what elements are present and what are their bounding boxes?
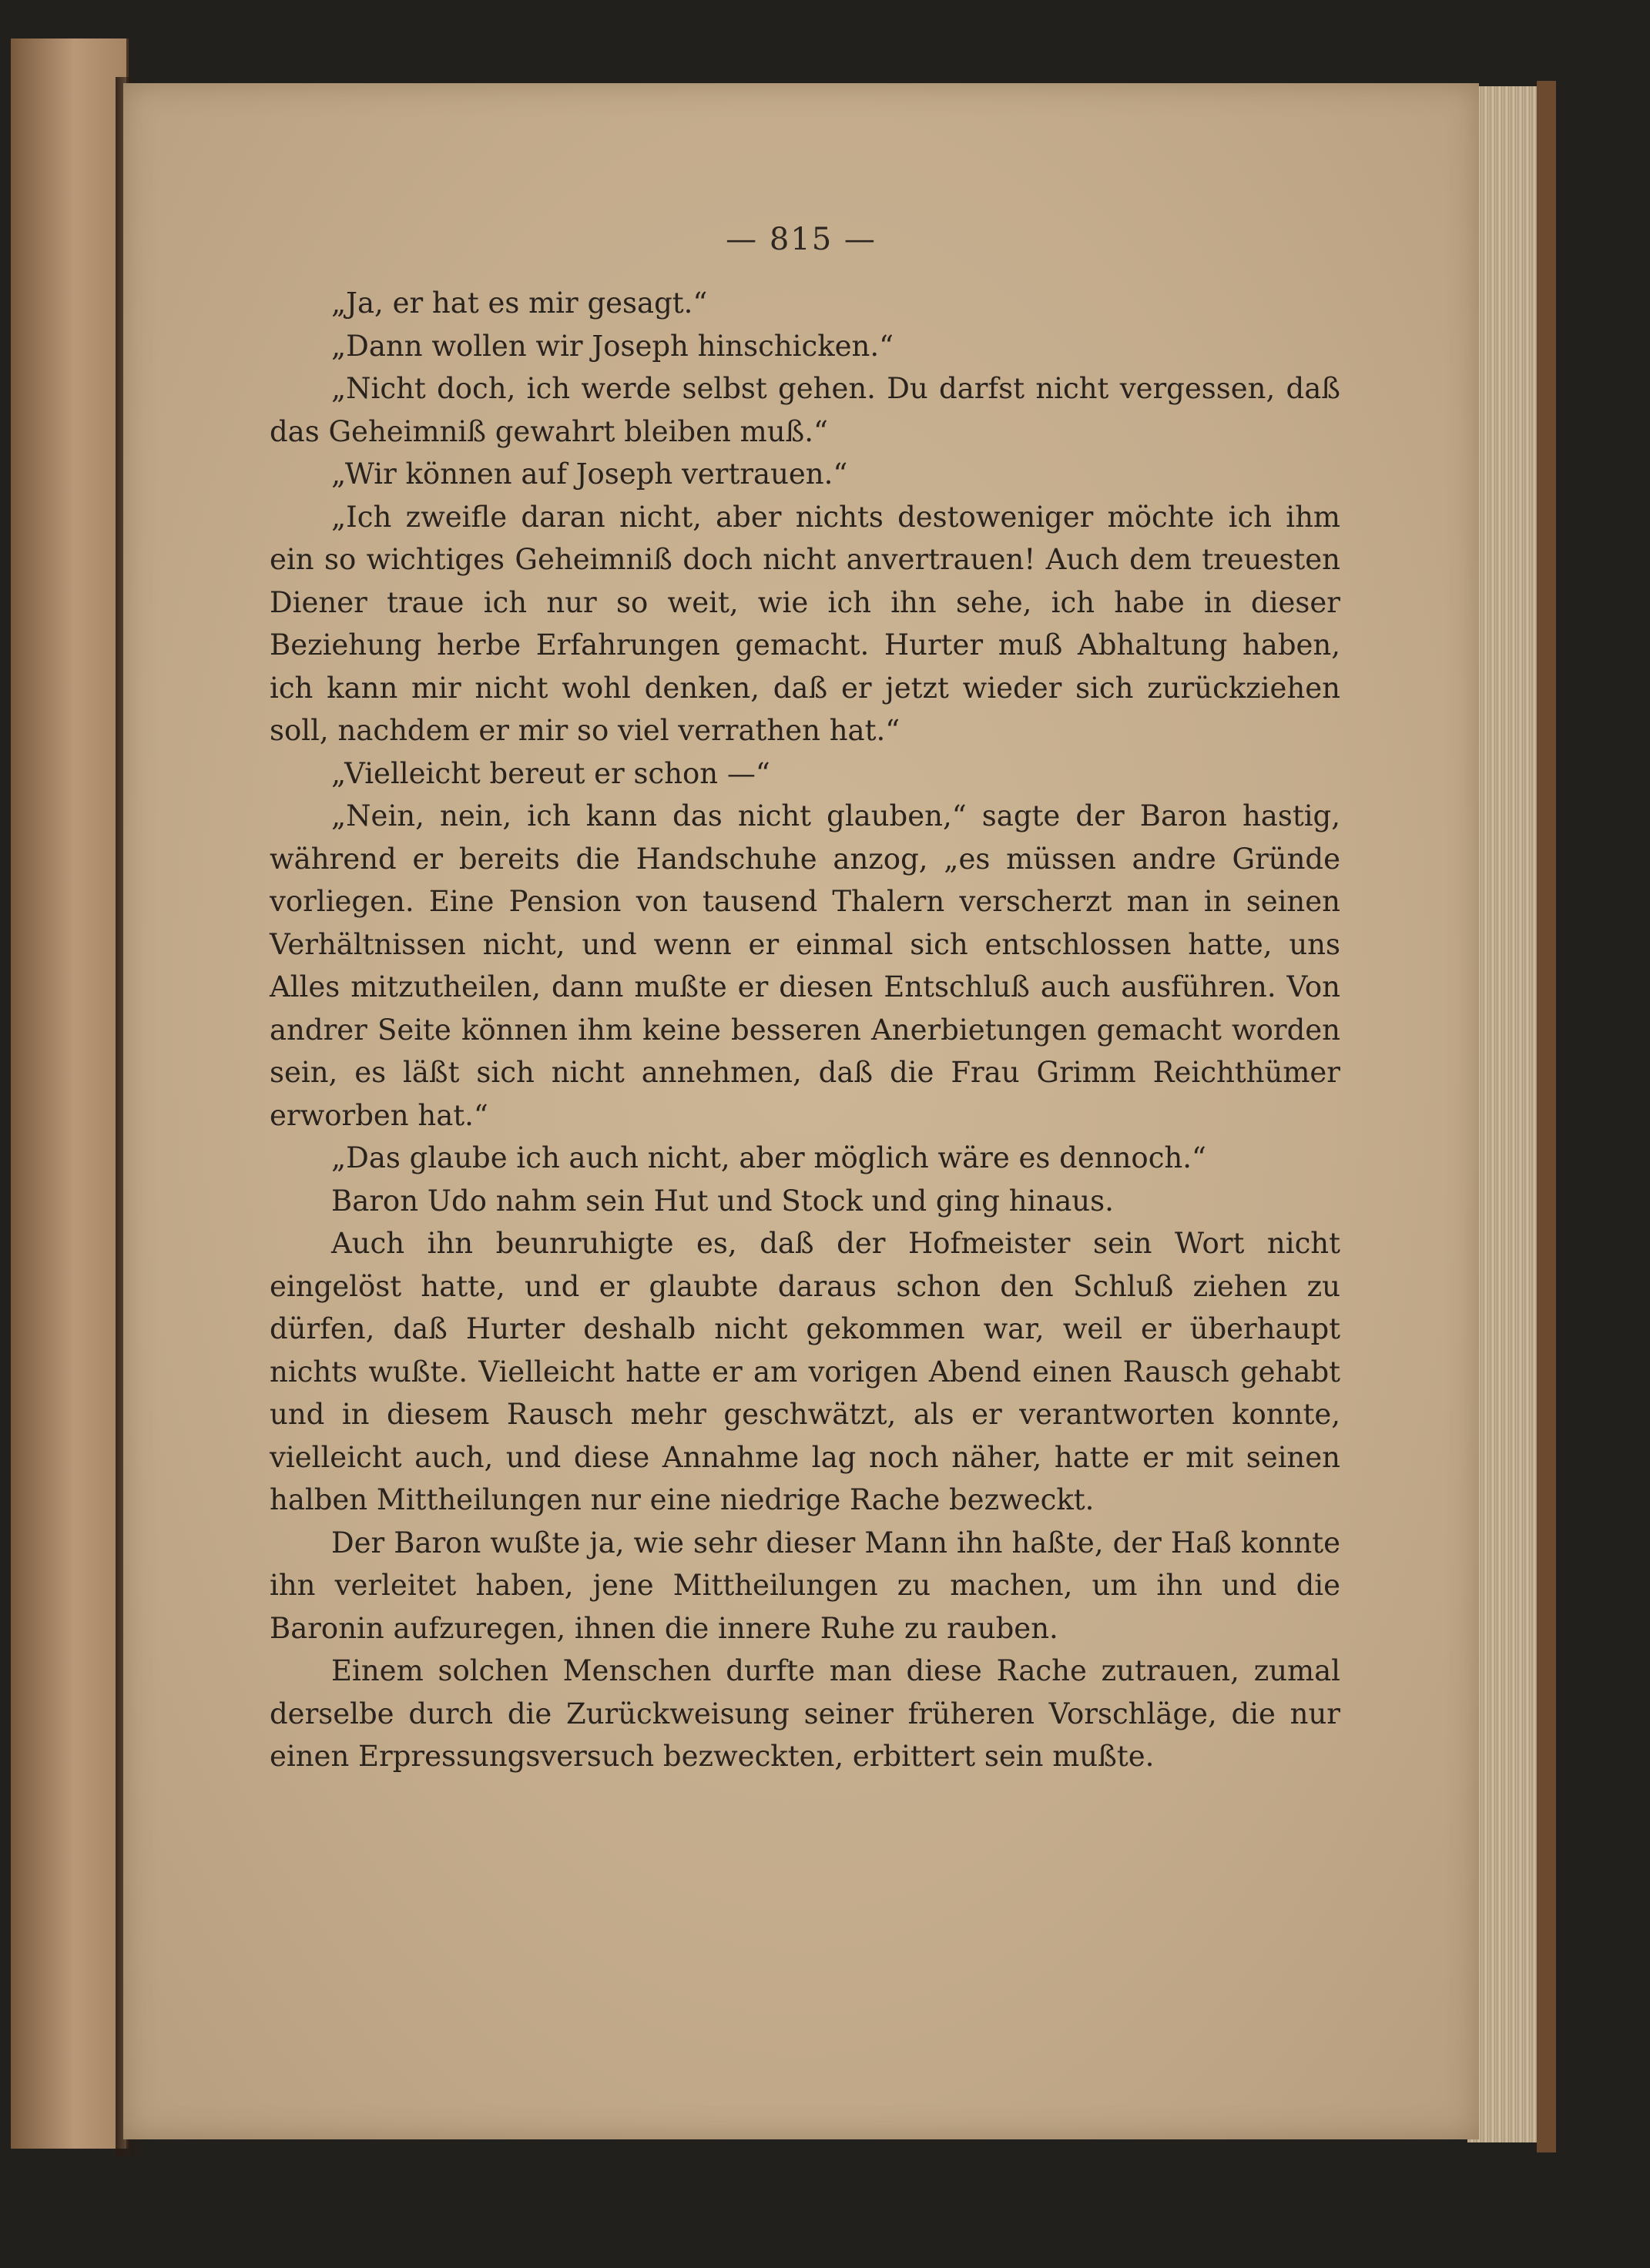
paragraph: „Ja, er hat es mir gesagt.“	[331, 286, 708, 320]
paragraph: Auch ihn beunruhigte es, daß der Hofmeister sein Wort nicht eingelöst hatte, und er glaubte daraus schon den Schluß ziehen zu dürfen, daß Hurter deshalb nicht gekommen war, weil er überhaupt nichts wußte. Vielleicht hatte er am vorigen Abend einen Rausch gehabt und in diesem Rausch mehr geschwätzt, als er verantworten konnte, vielleicht auch, und diese Annahme lag noch näher, hatte er mit seinen halben Mittheilungen nur eine niedrige Rache bezweckt.	[270, 1227, 1340, 1516]
paragraph: „Dann wollen wir Joseph hinschicken.“	[331, 329, 894, 363]
book-page	[123, 83, 1479, 2139]
paragraph: „Nicht doch, ich werde selbst gehen. Du darfst nicht vergessen, daß das Geheimniß gewahrt bleiben muß.“	[270, 372, 1340, 448]
paragraph: Der Baron wußte ja, wie sehr dieser Mann ihn haßte, der Haß konnte ihn verleitet haben, jene Mittheilungen zu machen, um ihn und die Baronin aufzuregen, ihnen die innere Ruhe zu rauben.	[270, 1526, 1340, 1645]
paragraph: „Ich zweifle daran nicht, aber nichts destoweniger möchte ich ihm ein so wichtiges Geheimniß doch nicht anvertrauen! Auch dem treuesten Diener traue ich nur so weit, wie ich ihn sehe, ich habe in dieser Beziehung herbe Erfahrungen gemacht. Hurter muß Abhaltung haben, ich kann mir nicht wohl denken, daß er jetzt wieder sich zurückziehen soll, nachdem er mir so viel verrathen hat.“	[270, 500, 1340, 747]
paragraph: „Vielleicht bereut er schon —“	[331, 756, 770, 790]
paragraph: „Wir können auf Joseph vertrauen.“	[331, 457, 848, 491]
paragraph: Einem solchen Menschen durfte man diese Rache zutrauen, zumal derselbe durch die Zurückweisung seiner früheren Vorschläge, die nur einen Erpressungsversuch bezweckten, erbittert sein mußte.	[270, 1654, 1340, 1773]
paragraph: „Das glaube ich auch nicht, aber möglich wäre es dennoch.“	[331, 1141, 1206, 1174]
book-cover-edge	[1537, 81, 1556, 2152]
paragraph: „Nein, nein, ich kann das nicht glauben,“ sagte der Baron hastig, während er bereits die Handschuhe anzog, „es müssen andre Gründe vorliegen. Eine Pension von tausend Thalern verscherzt man in seinen Verhältnissen nicht, und wenn er einmal sich entschlossen hatte, uns Alles mitzutheilen, dann mußte er diesen Entschluß auch ausführen. Von andrer Seite können ihm keine besseren Anerbietungen gemacht worden sein, es läßt sich nicht annehmen, daß die Frau Grimm Reichthümer erworben hat.“	[270, 799, 1340, 1132]
paragraph: Baron Udo nahm sein Hut und Stock und ging hinaus.	[331, 1184, 1114, 1218]
left-page-edge	[11, 39, 129, 2149]
page-number-header: — 815 —	[726, 222, 877, 257]
page-body-text	[270, 282, 1340, 1778]
